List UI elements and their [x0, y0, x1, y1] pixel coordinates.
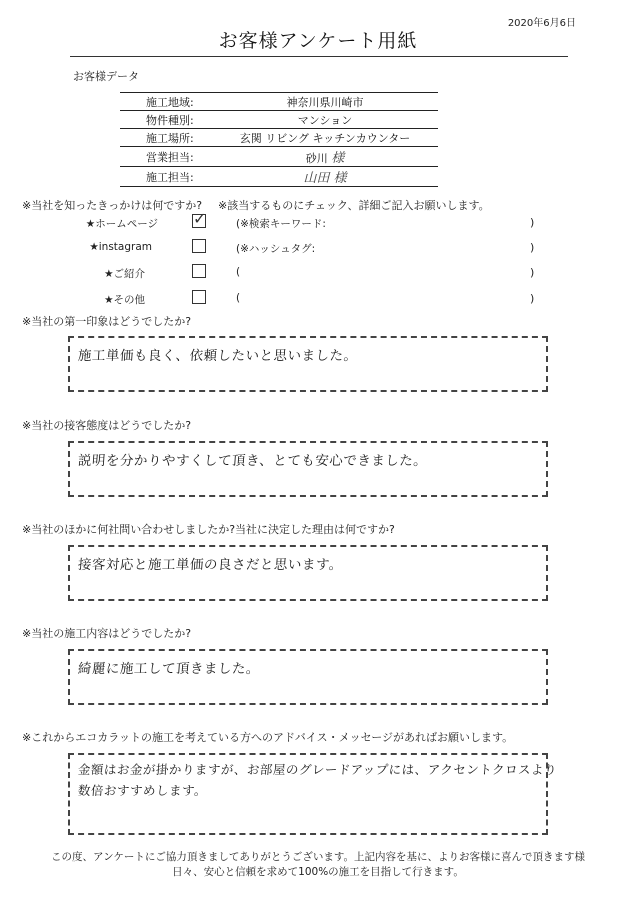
q6-answer-line1: 金額はお金が掛かりますが、お部屋のグレードアップには、アクセントクロスより [77, 762, 558, 777]
q5-answer: 綺麗に施工して頂きました。 [77, 661, 261, 677]
check-mark-icon: ✓ [193, 209, 207, 228]
q4-answer-box[interactable] [68, 545, 548, 601]
q3-question: ※当社の接客態度はどうでしたか? [22, 419, 192, 432]
option-referral-label: ★ご紹介 [104, 268, 145, 280]
q6-answer-line2: 数倍おすすめします。 [77, 783, 208, 798]
option-homepage-label: ★ホームページ [85, 218, 158, 230]
q4-question: ※当社のほかに何社問い合わせしましたか?当社に決定した理由は何ですか? [22, 523, 395, 536]
q2-answer: 施工単価も良く、依頼したいと思いました。 [77, 348, 359, 364]
installer-label: 施工担当: [146, 170, 194, 184]
option-instagram-label: ★instagram [89, 241, 152, 253]
option-referral-checkbox[interactable] [192, 264, 206, 278]
option-referral-close: ) [530, 266, 535, 279]
q1-instruction: ※該当するものにチェック、詳細ご記入お願いします。 [218, 199, 490, 212]
region-label: 施工地域: [146, 95, 194, 109]
q6-answer-box[interactable] [68, 753, 558, 835]
table-row [120, 111, 438, 129]
q6-question: ※これからエコカラットの施工を考えている方へのアドバイス・メッセージがあればお願いします。 [22, 731, 514, 744]
option-instagram-checkbox[interactable] [192, 239, 206, 253]
survey-date: 2020年6月6日 [507, 18, 576, 29]
option-instagram-close: ) [530, 241, 535, 254]
q3-answer: 説明を分かりやすくして頂き、とても安心できました。 [77, 453, 428, 469]
option-instagram-detail: (※ハッシュタグ: [236, 243, 316, 255]
option-other-label: ★その他 [104, 294, 145, 306]
customer-data-table [120, 92, 438, 187]
q2-question: ※当社の第一印象はどうでしたか? [22, 315, 192, 328]
table-row [120, 93, 438, 111]
q4-answer: 接客対応と施工単価の良さだと思います。 [77, 557, 344, 573]
option-homepage-checkbox[interactable] [192, 209, 207, 228]
option-homepage-close: ) [530, 216, 535, 229]
sales-rep-signature: 様 [331, 151, 345, 166]
option-other-detail: ( [236, 292, 241, 304]
q5-answer-box[interactable] [68, 649, 548, 705]
q5-question: ※当社の施工内容はどうでしたか? [22, 627, 192, 640]
footer-line-1: この度、アンケートにご協力頂きましてありがとうございます。上記内容を基に、よりお客様に喜んで頂きます様 [50, 851, 586, 863]
page-title: お客様アンケート用紙 [218, 30, 418, 52]
sales-rep-label: 営業担当: [146, 150, 194, 164]
table-row [120, 147, 438, 167]
option-referral-detail: ( [236, 266, 241, 278]
location-value: 玄関 リビング キッチンカウンター [239, 131, 411, 145]
option-homepage-detail: (※検索キーワード: [236, 218, 326, 230]
title-underline [70, 56, 568, 57]
q1-question: ※当社を知ったきっかけは何ですか? [22, 199, 203, 212]
option-other-close: ) [530, 292, 535, 305]
option-other-checkbox[interactable] [192, 290, 206, 304]
sales-rep-name: 砂川 [305, 152, 328, 165]
table-row [120, 129, 438, 147]
installer-signature: 山田 様 [303, 171, 347, 186]
sales-rep-value [232, 147, 438, 167]
region-value: 神奈川県川崎市 [286, 95, 364, 109]
table-row [120, 167, 438, 187]
q3-answer-box[interactable] [68, 441, 548, 497]
footer-line-2: 日々、安心と信頼を求めて100%の施工を目指して行きます。 [172, 866, 464, 878]
q2-answer-box[interactable] [68, 336, 548, 392]
property-type-label: 物件種別: [146, 113, 194, 127]
property-type-value: マンション [297, 113, 353, 127]
customer-data-label: お客様データ [73, 70, 139, 83]
location-label: 施工場所: [146, 131, 194, 145]
installer-value [232, 167, 438, 187]
